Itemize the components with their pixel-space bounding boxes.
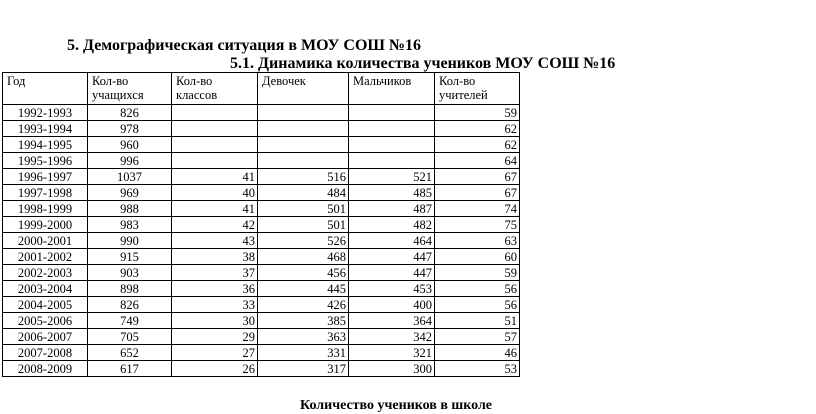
students-dynamics-table [2,72,520,377]
cell-year: 2006-2007 [3,329,88,345]
cell-girls: 363 [258,329,349,345]
cell-students: 826 [88,105,172,121]
table-body [3,105,520,377]
cell-year: 2002-2003 [3,265,88,281]
cell-year: 2007-2008 [3,345,88,361]
cell-year: 1993-1994 [3,121,88,137]
table-row [3,153,520,169]
cell-students: 915 [88,249,172,265]
cell-boys: 482 [349,217,435,233]
cell-boys [349,137,435,153]
cell-students: 826 [88,297,172,313]
cell-girls: 385 [258,313,349,329]
cell-year: 1994-1995 [3,137,88,153]
cell-teachers: 74 [435,201,520,217]
cell-teachers: 56 [435,281,520,297]
cell-teachers: 64 [435,153,520,169]
cell-students: 983 [88,217,172,233]
table-row [3,137,520,153]
cell-teachers: 75 [435,217,520,233]
cell-girls: 317 [258,361,349,377]
table-row [3,265,520,281]
cell-girls: 468 [258,249,349,265]
cell-year: 1995-1996 [3,153,88,169]
cell-boys: 453 [349,281,435,297]
header-year: Год [3,73,88,105]
header-students: Кол-во учащихся [88,73,172,105]
cell-boys: 400 [349,297,435,313]
cell-classes: 26 [172,361,258,377]
cell-classes: 42 [172,217,258,233]
cell-boys [349,121,435,137]
cell-girls: 445 [258,281,349,297]
cell-students: 960 [88,137,172,153]
cell-students: 652 [88,345,172,361]
cell-year: 1992-1993 [3,105,88,121]
cell-boys: 464 [349,233,435,249]
table-row [3,345,520,361]
cell-students: 978 [88,121,172,137]
cell-girls [258,105,349,121]
header-boys: Мальчиков [349,73,435,105]
section-heading: 5. Демографическая ситуация в МОУ СОШ №16 [67,37,422,54]
cell-girls: 426 [258,297,349,313]
table-row [3,281,520,297]
cell-teachers: 51 [435,313,520,329]
cell-classes: 33 [172,297,258,313]
cell-classes: 40 [172,185,258,201]
cell-students: 617 [88,361,172,377]
cell-boys: 487 [349,201,435,217]
cell-year: 1996-1997 [3,169,88,185]
cell-year: 1998-1999 [3,201,88,217]
cell-students: 996 [88,153,172,169]
cell-classes: 36 [172,281,258,297]
cell-year: 1997-1998 [3,185,88,201]
cell-teachers: 60 [435,249,520,265]
cell-teachers: 62 [435,121,520,137]
cell-classes: 27 [172,345,258,361]
table-row [3,121,520,137]
cell-boys: 485 [349,185,435,201]
table-header-row [3,73,520,105]
cell-boys: 300 [349,361,435,377]
cell-students: 898 [88,281,172,297]
cell-students: 705 [88,329,172,345]
table-row [3,249,520,265]
cell-boys [349,153,435,169]
cell-teachers: 46 [435,345,520,361]
cell-students: 749 [88,313,172,329]
cell-students: 903 [88,265,172,281]
table-row [3,313,520,329]
table-title: 5.1. Динамика количества учеников МОУ СОШ №16 [230,55,616,72]
cell-teachers: 56 [435,297,520,313]
cell-classes [172,121,258,137]
cell-girls: 331 [258,345,349,361]
cell-year: 2001-2002 [3,249,88,265]
table-row [3,105,520,121]
cell-year: 2000-2001 [3,233,88,249]
cell-classes: 41 [172,169,258,185]
table-row [3,361,520,377]
header-girls: Девочек [258,73,349,105]
table-row [3,297,520,313]
cell-girls: 484 [258,185,349,201]
cell-students: 990 [88,233,172,249]
cell-classes: 41 [172,201,258,217]
cell-girls [258,121,349,137]
cell-boys: 447 [349,249,435,265]
chart-caption: Количество учеников в школе [300,398,493,413]
cell-classes: 29 [172,329,258,345]
cell-year: 2008-2009 [3,361,88,377]
cell-girls: 456 [258,265,349,281]
cell-teachers: 59 [435,105,520,121]
cell-girls: 501 [258,201,349,217]
cell-classes: 37 [172,265,258,281]
cell-teachers: 63 [435,233,520,249]
cell-classes: 30 [172,313,258,329]
cell-girls [258,137,349,153]
table-row [3,185,520,201]
cell-students: 969 [88,185,172,201]
cell-classes [172,105,258,121]
cell-boys: 521 [349,169,435,185]
table-row [3,217,520,233]
cell-classes [172,137,258,153]
cell-girls [258,153,349,169]
cell-students: 1037 [88,169,172,185]
cell-teachers: 53 [435,361,520,377]
cell-boys: 342 [349,329,435,345]
table-row [3,329,520,345]
table-row [3,201,520,217]
cell-teachers: 57 [435,329,520,345]
cell-students: 988 [88,201,172,217]
header-teachers: Кол-во учителей [435,73,520,105]
cell-teachers: 59 [435,265,520,281]
cell-classes: 38 [172,249,258,265]
cell-year: 2005-2006 [3,313,88,329]
cell-year: 1999-2000 [3,217,88,233]
cell-classes [172,153,258,169]
cell-girls: 516 [258,169,349,185]
cell-teachers: 67 [435,185,520,201]
cell-girls: 526 [258,233,349,249]
table-row [3,169,520,185]
cell-boys: 321 [349,345,435,361]
cell-classes: 43 [172,233,258,249]
table-row [3,233,520,249]
cell-girls: 501 [258,217,349,233]
cell-year: 2003-2004 [3,281,88,297]
header-classes: Кол-во классов [172,73,258,105]
cell-teachers: 62 [435,137,520,153]
cell-boys: 364 [349,313,435,329]
cell-year: 2004-2005 [3,297,88,313]
cell-teachers: 67 [435,169,520,185]
cell-boys: 447 [349,265,435,281]
cell-boys [349,105,435,121]
